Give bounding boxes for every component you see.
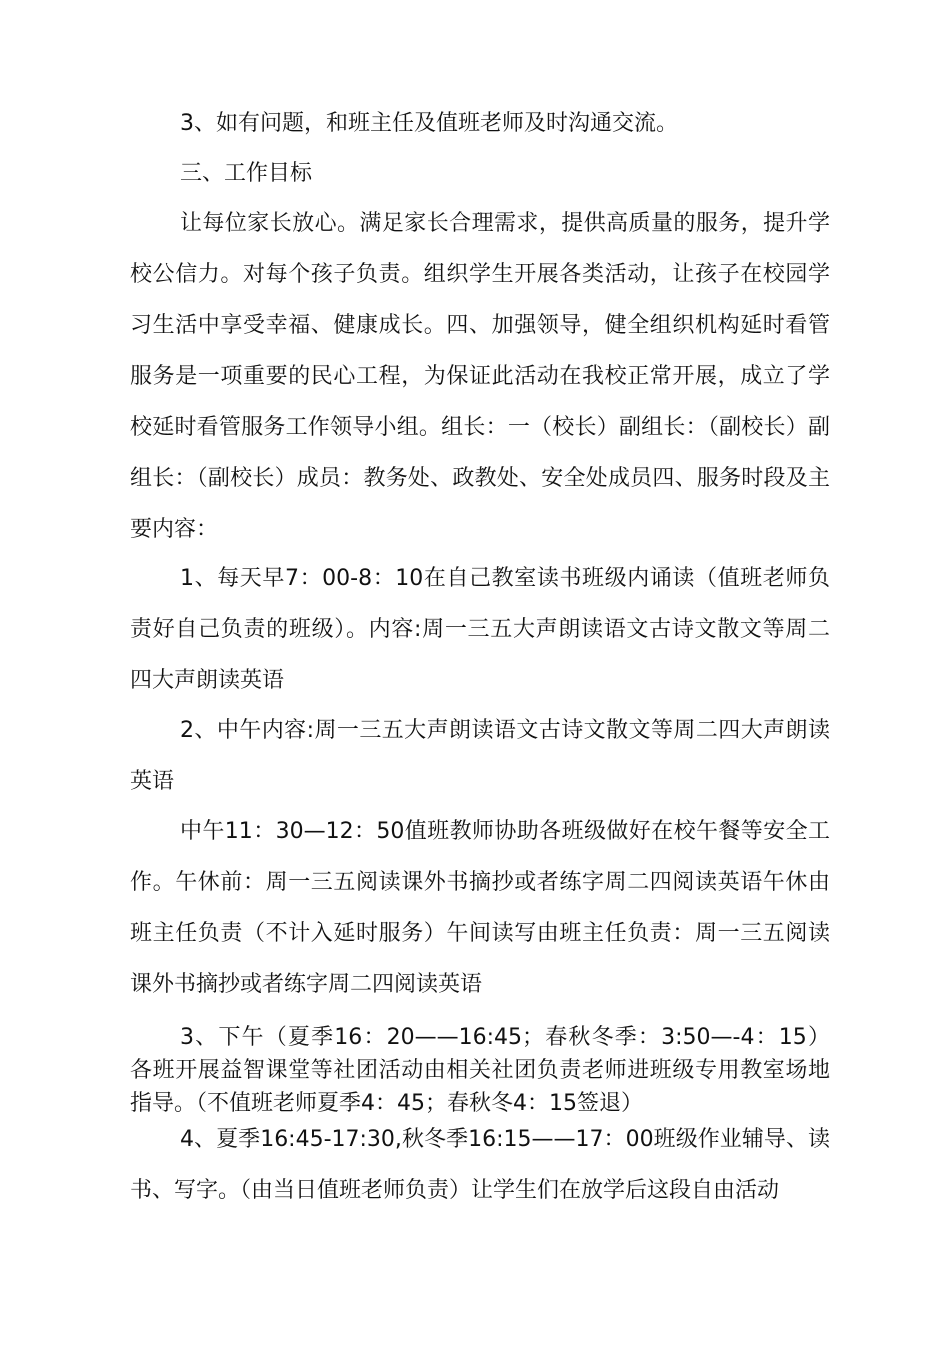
paragraph-after-school-tutoring: 4、夏季16:45-17:30,秋冬季16:15——17：00班级作业辅导、读书、写字。（由当日值班老师负责）让学生们在放学后这段自由活动 xyxy=(130,1127,830,1203)
paragraph-noon-duty: 中午11：30—12：50值班教师协助各班级做好在校午餐等安全工作。午休前：周一三五阅读课外书摘抄或者练字周二四阅读英语午休由班主任负责（不计入延时服务）午间读写由班主任负责：周一三五阅读课外书摘抄或者练字周二四阅读英语 xyxy=(130,819,830,997)
paragraph-contact-note: 3、如有问题，和班主任及值班老师及时沟通交流。 xyxy=(180,111,678,136)
paragraph-noon-content: 2、中午内容:周一三五大声朗读语文古诗文散文等周二四大声朗读英语 xyxy=(130,718,830,794)
section-heading-goals: 三、工作目标 xyxy=(180,161,313,186)
paragraph-goals-and-leadership: 让每位家长放心。满足家长合理需求，提供高质量的服务，提升学校公信力。对每个孩子负责。组织学生开展各类活动，让孩子在校园学习生活中享受幸福、健康成长。四、加强领导，健全组织机构延时看管服务是一项重要的民心工程，为保证此活动在我校正常开展，成立了学校延时看管服务工作领导小组。组长：一（校长）副组长：（副校长）副组长：（副校长）成员：教务处、政教处、安全处成员四、服务时段及主要内容： xyxy=(130,211,830,542)
paragraph-afternoon-activities: 3、下午（夏季16：20——16:45；春秋冬季：3:50—-4：15）各班开展益智课堂等社团活动由相关社团负责老师进班级专用教室场地指导。（不值班老师夏季4：45；春秋冬4：15签退） xyxy=(130,1025,830,1116)
paragraph-morning-schedule: 1、每天早7：00-8：10在自己教室读书班级内诵读（值班老师负责好自己负责的班级）。内容:周一三五大声朗读语文古诗文散文等周二四大声朗读英语 xyxy=(130,566,830,693)
